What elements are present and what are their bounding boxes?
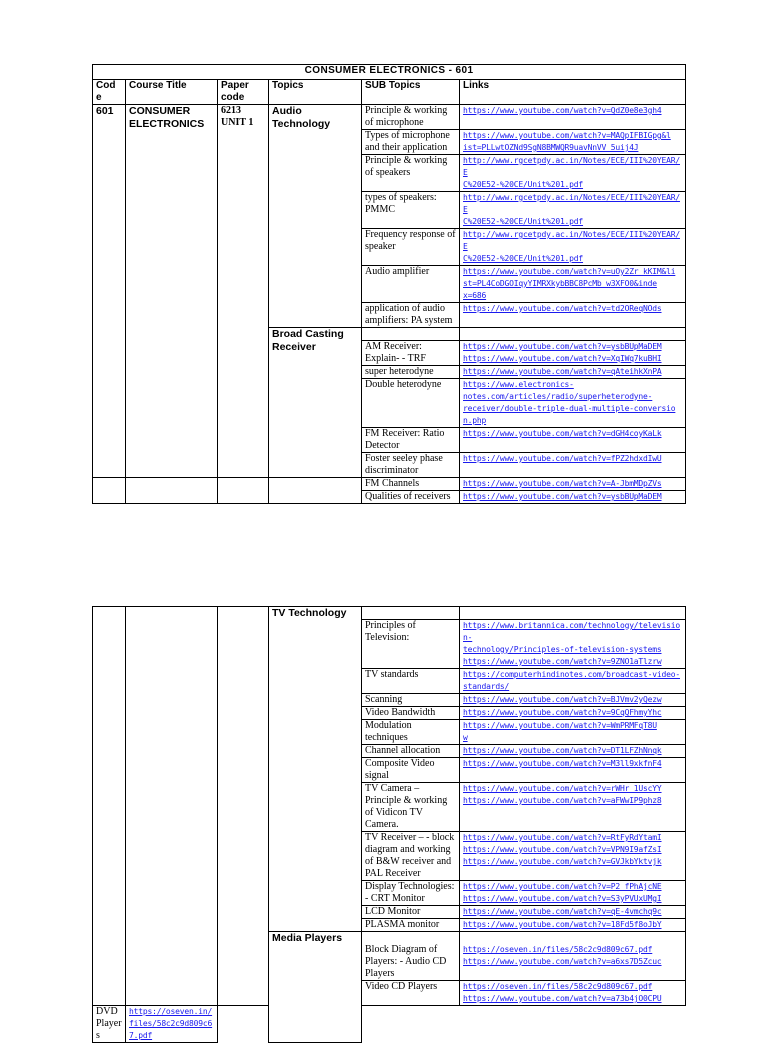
link[interactable]: https://www.youtube.com/watch?v=td2OReqNOds	[463, 304, 662, 313]
table-row	[93, 478, 686, 491]
course-title: CONSUMER ELECTRONICS	[129, 105, 205, 130]
topic-media-players: Media Players	[272, 932, 343, 944]
link[interactable]: https://www.youtube.com/watch?v=DT1LFZhNnqk	[463, 746, 662, 755]
course-code-cell	[93, 105, 126, 478]
link[interactable]: https://www.youtube.com/watch?v=RtFyRdYtamI	[463, 833, 662, 842]
links-cell	[460, 379, 686, 428]
link[interactable]: https://www.youtube.com/watch?v=dGH4coyKaLk	[463, 429, 662, 438]
course-code: 601	[96, 105, 114, 117]
link[interactable]: https://www.britannica.com/technology/television-	[463, 621, 680, 642]
link[interactable]: standards/	[463, 682, 510, 691]
subtopic-cell	[93, 1006, 126, 1043]
subtopic: Types of microphone and their application	[365, 130, 450, 153]
subtopic-cell	[362, 620, 460, 669]
subtopic-cell	[362, 669, 460, 694]
subtopic: Modulation techniques	[365, 720, 412, 743]
link[interactable]: https://www.youtube.com/watch?v=BJVmv2yQezw	[463, 695, 662, 704]
subtopic: Foster seeley phase discriminator	[365, 453, 443, 476]
links-cell	[460, 620, 686, 669]
link[interactable]: x=686	[463, 291, 487, 300]
link[interactable]: https://www.youtube.com/watch?v=9ZNO1aTlzrw	[463, 657, 662, 666]
link[interactable]: https://www.youtube.com/watch?v=S3yPVUxUMgI	[463, 894, 662, 903]
subtopic: Double heterodyne	[365, 379, 442, 390]
link[interactable]: https://www.youtube.com/watch?v=VPN9I9afZsI	[463, 845, 662, 854]
subtopic-cell	[362, 694, 460, 707]
subtopic: FM Receiver: Ratio Detector	[365, 428, 445, 451]
links-cell	[460, 478, 686, 491]
subtopic-cell	[362, 491, 460, 504]
subtopic-cell	[362, 745, 460, 758]
link[interactable]: https://www.youtube.com/watch?v=MAQpIFBIGpg&l	[463, 131, 671, 140]
topic-cell-media	[269, 932, 362, 1043]
link[interactable]: https://www.youtube.com/watch?v=a73b4jO0CPU	[463, 994, 662, 1003]
link[interactable]: http://www.rgcetpdy.ac.in/Notes/ECE/III%20YEAR/E	[463, 156, 680, 177]
header-code: Cod e	[93, 80, 126, 105]
subtopic-cell	[362, 328, 460, 341]
topic-cell-broadcast	[269, 328, 362, 478]
subtopic-cell	[362, 783, 460, 832]
links-cell	[460, 832, 686, 881]
subtopic: PLASMA monitor	[365, 919, 440, 930]
link[interactable]: https://oseven.in/files/58c2c9d809c67.pdf	[463, 945, 653, 954]
link[interactable]: https://oseven.in/files/58c2c9d809c67.pdf	[463, 982, 653, 991]
links-cell	[460, 783, 686, 832]
subtopic-cell	[362, 707, 460, 720]
subtopic: AM Receiver: Explain- - TRF	[365, 341, 426, 364]
subtopic-cell	[362, 155, 460, 192]
header-sub-topics: SUB Topics	[362, 80, 460, 105]
subtopic-cell	[362, 341, 460, 366]
link[interactable]: https://www.youtube.com/watch?v=uOy2Zr_kKIM&li	[463, 267, 676, 276]
links-cell	[460, 720, 686, 745]
subtopic: LCD Monitor	[365, 906, 421, 917]
subtopic: Composite Video signal	[365, 758, 435, 781]
links-cell	[460, 758, 686, 783]
subtopic-cell	[362, 758, 460, 783]
link[interactable]: http://www.rgcetpdy.ac.in/Notes/ECE/III%20YEAR/E	[463, 193, 680, 214]
link[interactable]: https://www.youtube.com/watch?v=P2_fPhAjcNE	[463, 882, 662, 891]
link[interactable]: C%20E52-%20CE/Unit%201.pdf	[463, 180, 584, 189]
link[interactable]: https://www.youtube.com/watch?v=qAteihkXnPA	[463, 367, 662, 376]
links-cell	[460, 607, 686, 620]
subtopic-cell	[362, 478, 460, 491]
link[interactable]: C%20E52-%20CE/Unit%201.pdf	[463, 254, 584, 263]
link[interactable]: https://www.youtube.com/watch?v=M3ll9xkfnF4	[463, 759, 662, 768]
link[interactable]: st=PL4CoDGOIqyYIMRXkybBBC8PcMb_w3XFO0&inde	[463, 279, 657, 288]
subtopic: Principles of Television:	[365, 620, 416, 643]
links-cell	[460, 266, 686, 303]
link[interactable]: https://www.youtube.com/watch?v=A-JbmMDpZVs	[463, 479, 662, 488]
subtopic: Principle & working of speakers	[365, 155, 448, 178]
link[interactable]: https://www.youtube.com/watch?v=fPZ2hdxdIwU	[463, 454, 662, 463]
links-cell	[460, 155, 686, 192]
table-row	[93, 607, 686, 620]
subtopic: TV standards	[365, 669, 419, 680]
subtopic: DVD Players	[96, 1006, 122, 1041]
links-cell	[460, 707, 686, 720]
link[interactable]: https://www.youtube.com/watch?v=GVJkbYktvjk	[463, 857, 662, 866]
header-links: Links	[460, 80, 686, 105]
topic-broadcast-receiver: Broad Casting Receiver	[272, 328, 344, 353]
subtopic: Video CD Players	[365, 981, 438, 992]
link[interactable]: https://www.youtube.com/watch?v=rWHr_1UscYY	[463, 784, 662, 793]
links-cell	[460, 906, 686, 919]
table-row	[93, 105, 686, 130]
link[interactable]: https://oseven.in/files/58c2c9d809c67.pdf	[129, 1007, 213, 1040]
link[interactable]: https://www.youtube.com/watch?v=WmPRMFqT8U	[463, 721, 657, 730]
link[interactable]: technology/Principles-of-television-systems	[463, 645, 662, 654]
table-title: CONSUMER ELECTRONICS - 601	[93, 65, 686, 80]
subtopic: Audio amplifier	[365, 266, 430, 277]
subtopic-cell	[362, 428, 460, 453]
subtopic: Video Bandwidth	[365, 707, 436, 718]
links-cell	[460, 229, 686, 266]
subtopic-cell	[362, 303, 460, 328]
link[interactable]: w	[463, 733, 468, 742]
subtopic-cell	[362, 932, 460, 981]
link[interactable]: https://www.youtube.com/watch?v=QdZ0e8e3gh4	[463, 106, 662, 115]
links-cell	[460, 669, 686, 694]
topic-cell-audio	[269, 105, 362, 328]
subtopic: TV Camera – Principle & working of Vidicon TV Camera.	[365, 783, 448, 830]
links-cell	[460, 428, 686, 453]
subtopic-cell	[362, 906, 460, 919]
topic-cell-tv	[269, 607, 362, 932]
links-cell	[460, 303, 686, 328]
subtopic-cell	[362, 720, 460, 745]
subtopic: Channel allocation	[365, 745, 441, 756]
course-title-cell	[126, 105, 218, 478]
link[interactable]: https://www.youtube.com/watch?v=aFWwIP9phz8	[463, 796, 662, 805]
links-cell	[460, 745, 686, 758]
paper-code: 6213	[221, 105, 241, 116]
header-course-title: Course Title	[126, 80, 218, 105]
subtopic-cell	[362, 130, 460, 155]
subtopic-cell	[362, 105, 460, 130]
topic-tv-technology: TV Technology	[272, 607, 347, 619]
link[interactable]: http://www.rgcetpdy.ac.in/Notes/ECE/III%20YEAR/E	[463, 230, 680, 251]
course-table-1	[92, 64, 686, 504]
links-cell	[460, 366, 686, 379]
link[interactable]: receiver/double-triple-dual-multiple-conversion.php	[463, 404, 676, 425]
links-cell	[460, 981, 686, 1006]
link[interactable]: https://www.youtube.com/watch?v=ysbBUpMaDEM	[463, 342, 662, 351]
subtopic: FM Channels	[365, 478, 420, 489]
link[interactable]: https://www.youtube.com/watch?v=9CqQFhmyYhc	[463, 708, 662, 717]
link[interactable]: https://computerhindinotes.com/broadcast-video-	[463, 670, 680, 679]
subtopic: types of speakers: PMMC	[365, 192, 437, 215]
links-cell	[460, 130, 686, 155]
subtopic-cell	[362, 379, 460, 428]
subtopic: application of audio amplifiers: PA system	[365, 303, 453, 326]
link[interactable]: https://www.youtube.com/watch?v=a6xs7D5Zcuc	[463, 957, 662, 966]
empty-cell	[269, 478, 362, 504]
link[interactable]: https://www.youtube.com/watch?v=ysbBUpMaDEM	[463, 492, 662, 501]
links-cell	[126, 1006, 218, 1043]
links-cell	[460, 328, 686, 341]
subtopic-cell	[362, 832, 460, 881]
links-cell	[460, 881, 686, 906]
link[interactable]: notes.com/articles/radio/superheterodyne-	[463, 392, 653, 401]
unit-label: UNIT 1	[221, 117, 254, 128]
subtopic-cell	[362, 607, 460, 620]
links-cell	[460, 932, 686, 981]
header-paper-code: Paper code	[218, 80, 269, 105]
course-table-2	[92, 606, 686, 1043]
subtopic-cell	[362, 919, 460, 932]
empty-cell	[218, 478, 269, 504]
links-cell	[460, 105, 686, 130]
subtopic-cell	[362, 229, 460, 266]
topic-audio-technology: Audio Technology	[272, 105, 331, 130]
links-cell	[460, 694, 686, 707]
subtopic: Block Diagram of Players: - Audio CD Players	[365, 944, 447, 979]
link[interactable]: ist=PLLwtOZNd9SgN8BMWQR9uavNnVV_5uij4J	[463, 143, 639, 152]
subtopic-cell	[362, 266, 460, 303]
links-cell	[460, 341, 686, 366]
links-cell	[460, 192, 686, 229]
subtopic: Qualities of receivers	[365, 491, 451, 502]
subtopic-cell	[362, 981, 460, 1006]
subtopic-cell	[362, 881, 460, 906]
table-row	[93, 1006, 686, 1043]
link[interactable]: https://www.youtube.com/watch?v=qE-4vmchq9c	[463, 907, 662, 916]
empty-cell	[93, 478, 126, 504]
subtopic: Frequency response of speaker	[365, 229, 456, 252]
link[interactable]: https://www.electronics-	[463, 380, 574, 389]
paper-code-cell	[218, 105, 269, 478]
link[interactable]: https://www.youtube.com/watch?v=18Fd5f8oJbY	[463, 920, 662, 929]
empty-cell	[126, 478, 218, 504]
empty-cell	[93, 607, 126, 1006]
links-cell	[460, 491, 686, 504]
header-topics: Topics	[269, 80, 362, 105]
subtopic-cell	[362, 366, 460, 379]
empty-cell	[126, 607, 218, 1006]
subtopic: Scanning	[365, 694, 403, 705]
links-cell	[460, 453, 686, 478]
subtopic-cell	[362, 192, 460, 229]
empty-cell	[218, 607, 269, 1006]
subtopic: super heterodyne	[365, 366, 434, 377]
table-header-row	[93, 80, 686, 105]
link[interactable]: C%20E52-%20CE/Unit%201.pdf	[463, 217, 584, 226]
subtopic: Display Technologies: - CRT Monitor	[365, 881, 455, 904]
links-cell	[460, 919, 686, 932]
subtopic: Principle & working of microphone	[365, 105, 448, 128]
subtopic-cell	[362, 453, 460, 478]
link[interactable]: https://www.youtube.com/watch?v=XqIWq7kuBHI	[463, 354, 662, 363]
subtopic: TV Receiver – - block diagram and working of B&W receiver and PAL Receiver	[365, 832, 455, 879]
